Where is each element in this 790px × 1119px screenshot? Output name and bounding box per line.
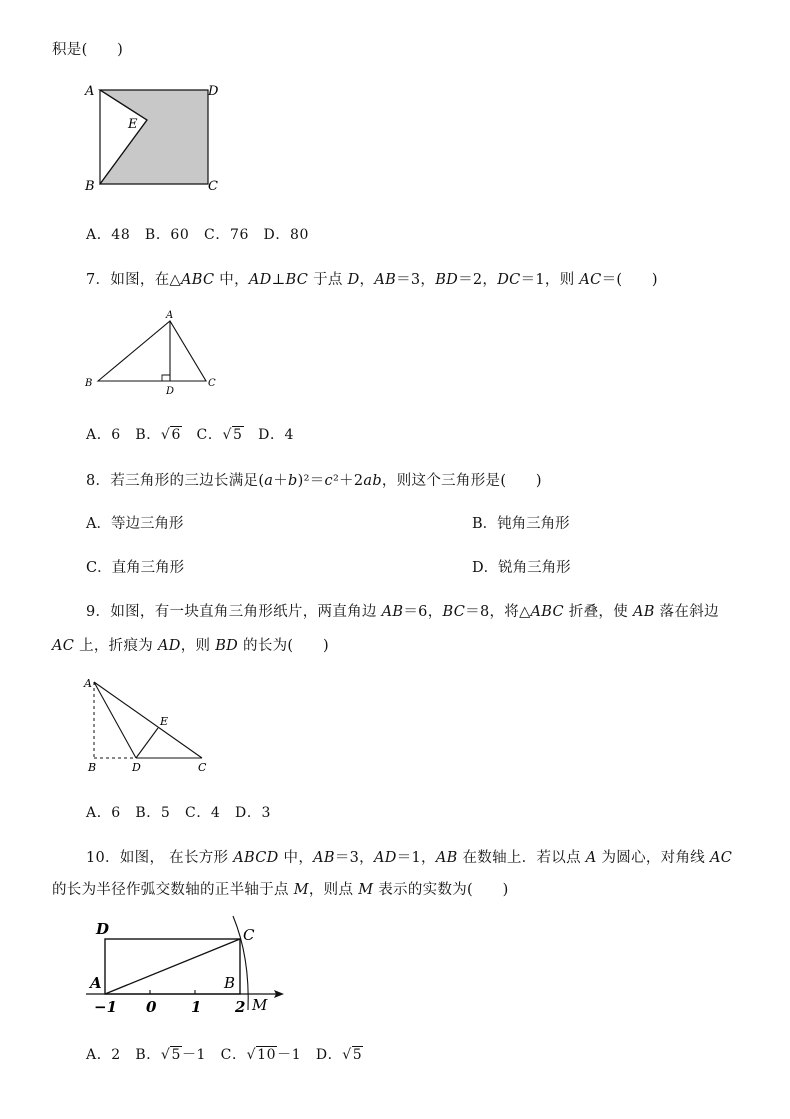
q6-label-d: D	[208, 84, 219, 99]
q7-figure	[80, 308, 230, 400]
q8-stem: 8．若三角形的三边长满足(a＋b)²＝c²＋2ab，则这个三角形是( )	[86, 473, 542, 489]
q7-label-c: C	[208, 378, 216, 389]
q10-label-d: D	[96, 920, 110, 938]
q9-label-c: C	[198, 761, 207, 774]
q10-tick-neg1: −1	[94, 998, 118, 1016]
q6-options: A．48 B．60 C．76 D．80	[86, 227, 309, 243]
q10-label-b: B	[224, 974, 236, 992]
q9-options: A．6 B．5 C．4 D．3	[86, 805, 271, 821]
q8-option-b: B．钝角三角形	[472, 516, 570, 532]
q10-label-m: M	[252, 996, 268, 1014]
q10-tick-1: 1	[191, 998, 202, 1016]
q9-label-a: A	[84, 677, 92, 690]
q8-option-d: D．锐角三角形	[472, 560, 571, 576]
q6-label-b: B	[85, 179, 95, 194]
q10-options: A．2 B．√5－1 C．√10－1 D．√5	[86, 1047, 363, 1063]
q10-tick-2: 2	[235, 998, 246, 1016]
q9-figure	[80, 672, 220, 776]
q7-stem: 7．如图，在△ABC 中，AD⊥BC 于点 D，AB＝3，BD＝2，DC＝1，则 AC＝( )	[86, 272, 658, 288]
q9-stem-line2: AC 上，折痕为 AD，则 BD 的长为( )	[52, 638, 329, 654]
q9-stem-line1: 9．如图，有一块直角三角形纸片，两直角边 AB＝6，BC＝8，将△ABC 折叠，使 AB 落在斜边	[86, 604, 719, 620]
q8-option-c: C．直角三角形	[86, 560, 185, 576]
q10-stem-line2: 的长为半径作弧交数轴的正半轴于点 M，则点 M 表示的实数为( )	[52, 882, 509, 898]
q8-option-a: A．等边三角形	[86, 516, 184, 532]
q7-label-d: D	[166, 386, 175, 397]
q9-label-e: E	[160, 715, 169, 728]
q9-label-b: B	[88, 761, 97, 774]
q10-stem-line1: 10．如图， 在长方形 ABCD 中，AB＝3，AD＝1，AB 在数轴上．若以点 A 为圆心，对角线 AC	[86, 850, 733, 866]
q9-label-d: D	[132, 761, 141, 774]
q6-label-a: A	[85, 84, 95, 99]
q10-label-c: C	[243, 926, 255, 944]
q7-label-a: A	[166, 310, 174, 321]
q6-label-c: C	[208, 179, 218, 194]
q7-options: A．6 B．√6 C．√5 D．4	[86, 427, 295, 443]
q10-label-a: A	[90, 974, 102, 992]
q6-figure	[80, 80, 230, 195]
q6-stem-tail: 积是( )	[52, 42, 124, 58]
q7-label-b: B	[85, 378, 93, 389]
q10-tick-0: 0	[146, 998, 157, 1016]
q6-label-e: E	[128, 117, 138, 132]
q10-figure	[80, 912, 295, 1024]
